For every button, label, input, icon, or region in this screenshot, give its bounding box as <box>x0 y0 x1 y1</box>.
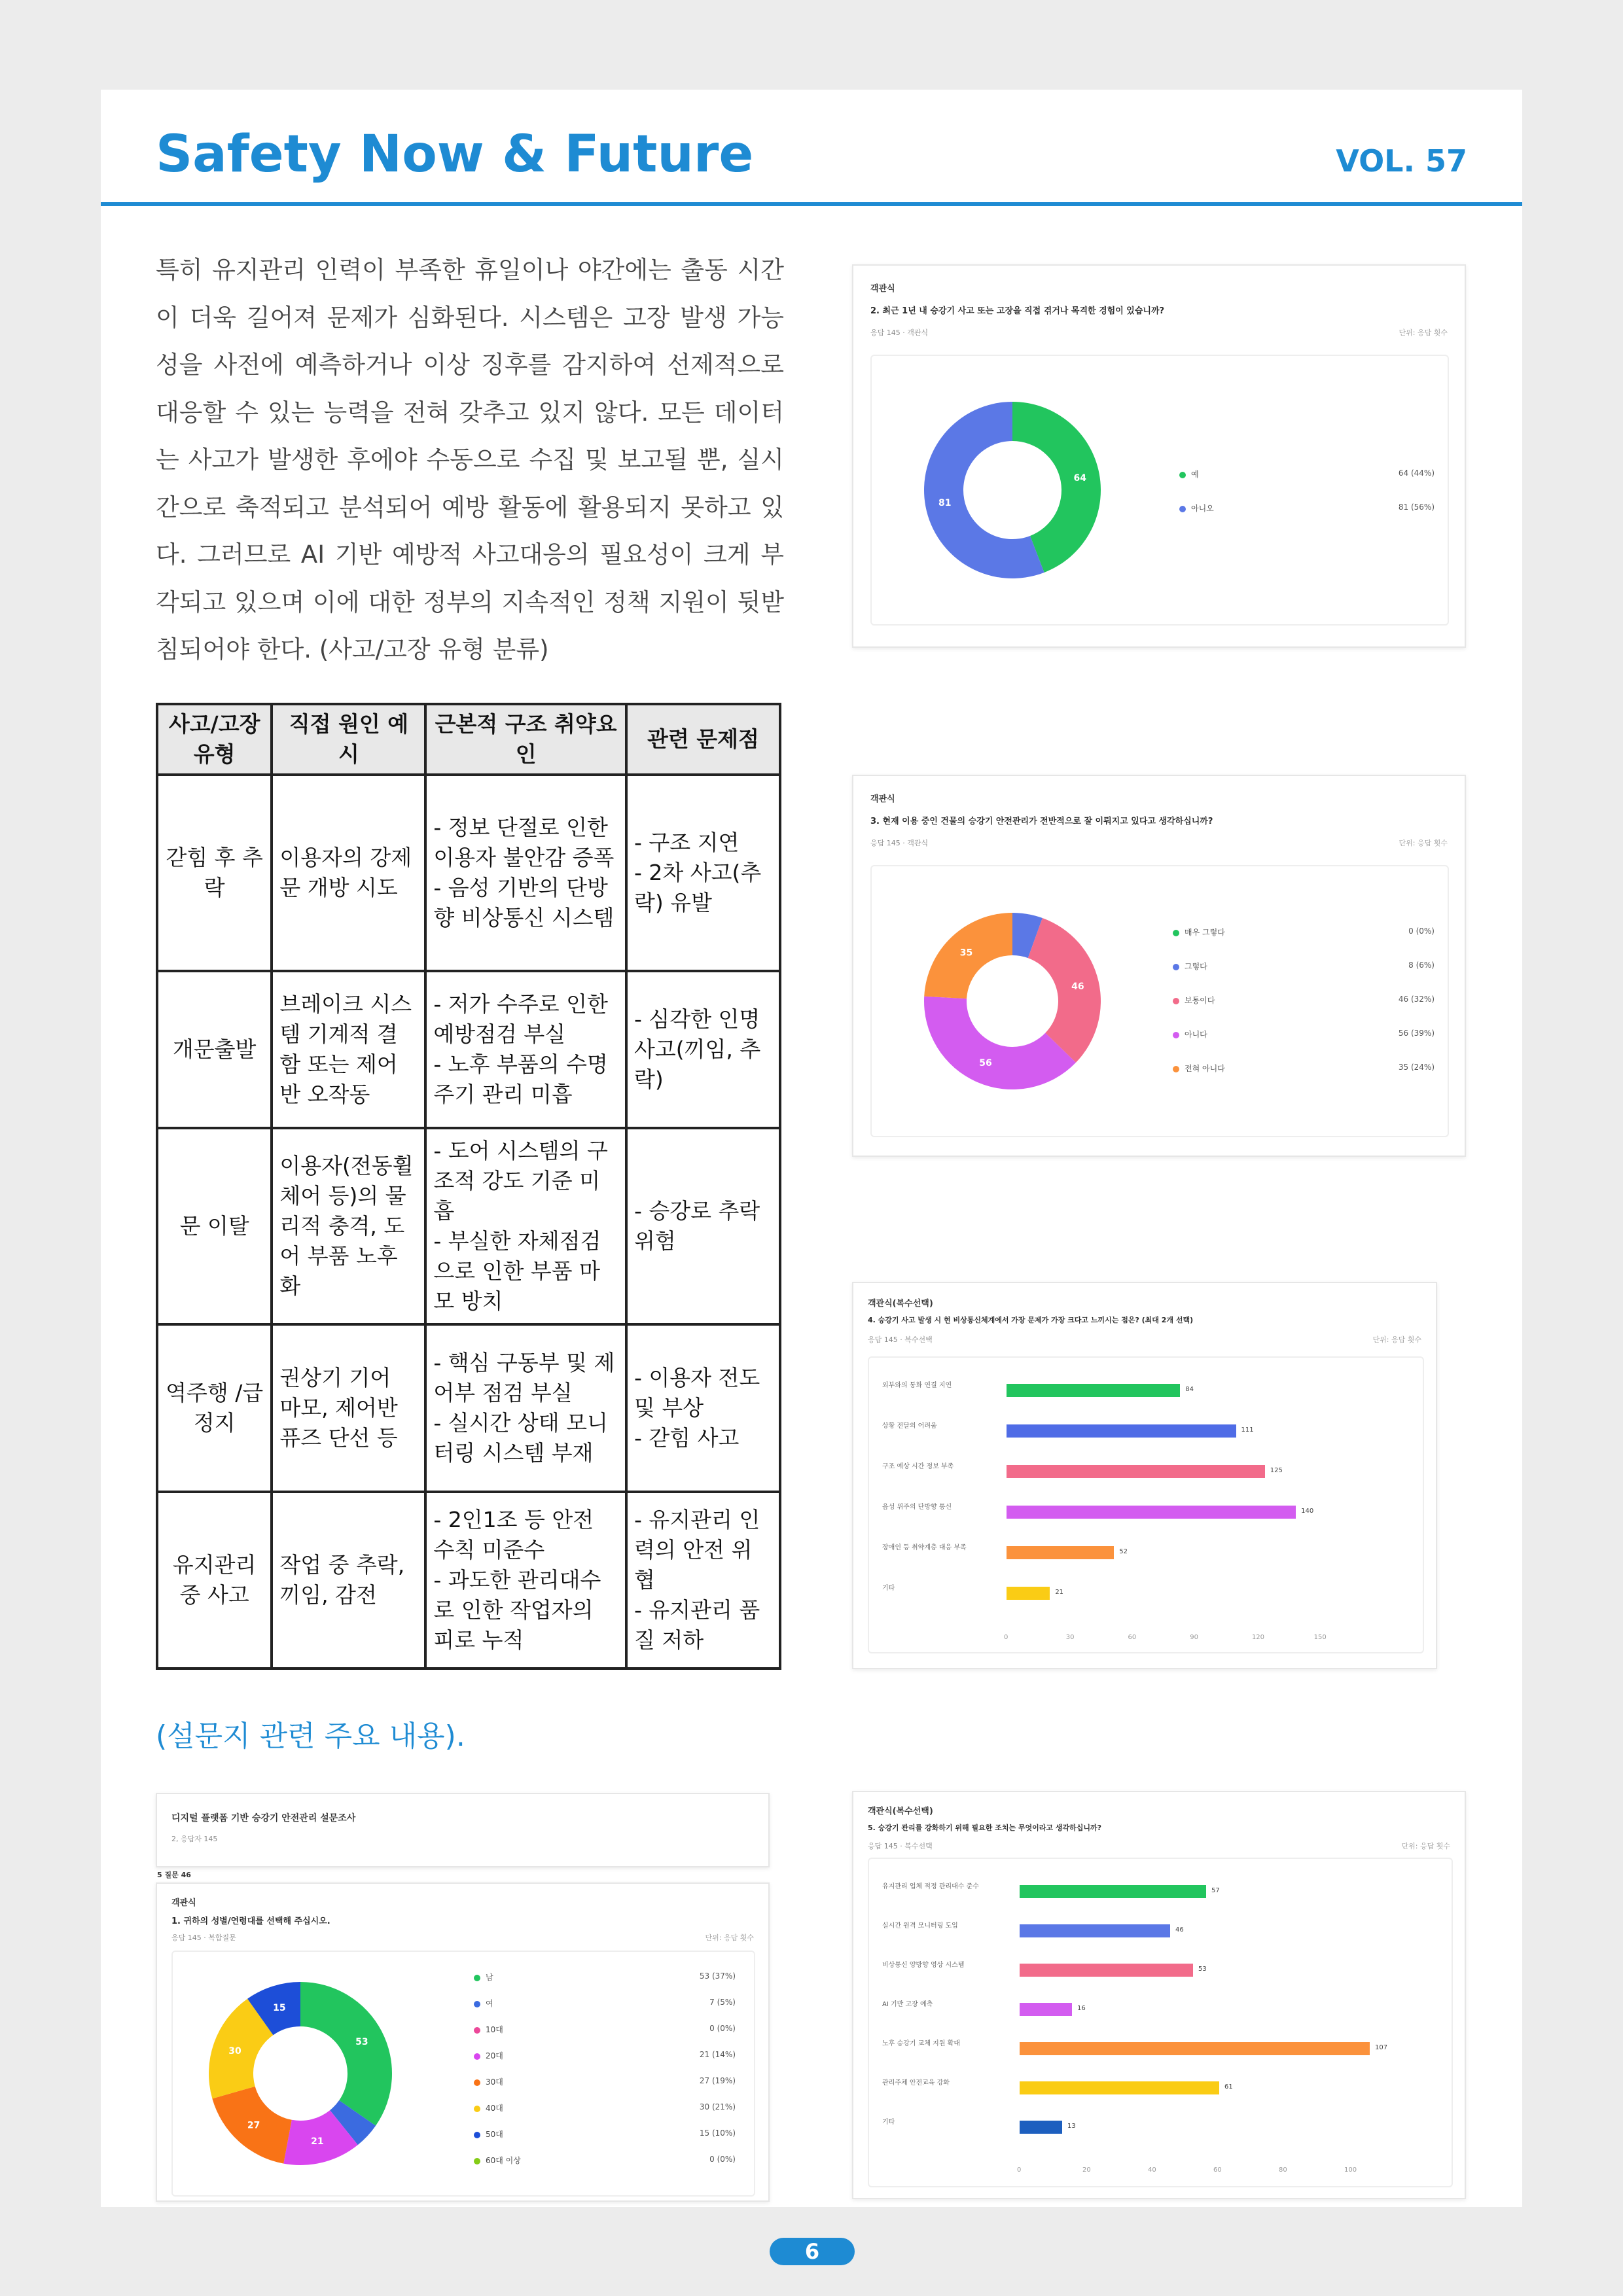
table-cell-type: 역주행 /급정지 <box>157 1324 272 1492</box>
bar-category-label: 실시간 원격 모니터링 도입 <box>882 1922 958 1930</box>
issue-item: - 갇힘 사고 <box>633 1425 740 1451</box>
slice-value-label: 15 <box>273 2002 286 2013</box>
legend-label: 40대 <box>486 2104 503 2113</box>
root-item: - 노후 부품의 수명주기 관리 미흡 <box>433 1051 608 1107</box>
table-cell-cause: 이용자의 강제 문 개방 시도 <box>272 775 425 971</box>
bar-value-label: 16 <box>1077 2005 1086 2012</box>
legend-swatch <box>474 2027 480 2034</box>
bar-chart <box>868 1858 1453 2187</box>
legend-swatch <box>1179 472 1186 478</box>
legend-value: 0 (0%) <box>709 2155 736 2164</box>
legend-label: 그렇다 <box>1185 962 1207 971</box>
bar-category-label: 상황 전달의 어려움 <box>882 1422 937 1430</box>
legend-item <box>1179 468 1199 480</box>
root-item: - 2인1조 등 안전 수칙 미준수 <box>433 1507 594 1563</box>
bar-category-label: 기타 <box>882 2119 895 2126</box>
legend-item <box>1179 503 1214 514</box>
slice-value-label: 30 <box>228 2045 241 2057</box>
legend-item <box>474 2076 503 2087</box>
survey-count-label: 5 질문 46 <box>157 1871 191 1879</box>
issue-item: - 심각한 인명 사고(끼임, 추락) <box>633 1006 761 1092</box>
survey-card-q4 <box>852 1282 1437 1669</box>
legend-value: 81 (56%) <box>1398 503 1435 512</box>
bar-category-label: 관리주체 안전교육 강화 <box>882 2079 950 2087</box>
legend-label: 아니오 <box>1191 504 1214 513</box>
chart-panel <box>870 355 1449 626</box>
question-type-label: 객관식 <box>870 794 895 804</box>
survey-card-q2 <box>852 264 1466 648</box>
root-item: - 과도한 관리대수로 인한 작업자의 피로 누적 <box>433 1567 601 1653</box>
donut-chart <box>872 356 1448 624</box>
donut-slice-아니다 <box>924 997 1076 1089</box>
bar <box>1020 1964 1193 1977</box>
magazine-title: Safety Now & Future <box>156 125 754 184</box>
unit-label: 단위: 응답 횟수 <box>1399 328 1448 337</box>
question-text: 1. 귀하의 성별/연령대를 선택해 주십시오. <box>171 1916 330 1926</box>
legend-value: 53 (37%) <box>699 1971 736 1981</box>
slice-value-label: 27 <box>247 2120 260 2131</box>
legend-swatch <box>1173 998 1179 1004</box>
legend-label: 10대 <box>486 2025 503 2034</box>
legend-value: 35 (24%) <box>1398 1063 1435 1072</box>
unit-label: 단위: 응답 횟수 <box>705 1934 754 1942</box>
bar-value-label: 61 <box>1224 2083 1233 2091</box>
axis-tick-label: 0 <box>1017 2166 1022 2174</box>
legend-label: 30대 <box>486 2077 503 2087</box>
bar <box>1020 1885 1206 1898</box>
survey-summary-card <box>156 1793 770 1867</box>
unit-label: 단위: 응답 횟수 <box>1399 839 1448 847</box>
table-cell-root <box>425 775 626 971</box>
legend-item <box>1173 1063 1225 1074</box>
accident-type-table <box>156 703 781 1670</box>
table-cell-cause: 권상기 기어 마모, 제어반 퓨즈 단선 등 <box>272 1324 425 1492</box>
table-cell-issues <box>626 1324 780 1492</box>
legend-label: 매우 그렇다 <box>1185 928 1225 937</box>
legend-value: 27 (19%) <box>699 2076 736 2085</box>
bar-chart <box>868 1356 1424 1653</box>
question-meta: 응답 145 · 복수선택 <box>868 1842 933 1850</box>
legend-swatch <box>1173 1032 1179 1038</box>
survey-card-q1 <box>156 1882 770 2202</box>
table-row <box>157 1324 780 1492</box>
legend-swatch <box>1173 1066 1179 1072</box>
legend-label: 남 <box>486 1973 493 1982</box>
question-type-label: 객관식 <box>870 284 895 294</box>
bar-category-label: 외부와의 통화 연결 지연 <box>882 1382 952 1389</box>
table-cell-cause: 작업 중 추락, 끼임, 감전 <box>272 1492 425 1669</box>
bar <box>1020 2003 1072 2016</box>
table-cell-root <box>425 1492 626 1669</box>
chart-panel <box>171 1951 755 2197</box>
legend-item <box>1173 1029 1207 1040</box>
bar <box>1007 1546 1114 1559</box>
legend-swatch <box>474 2001 480 2007</box>
table-cell-cause: 브레이크 시스템 기계적 결함 또는 제어반 오작동 <box>272 971 425 1128</box>
legend-item <box>1173 995 1215 1006</box>
table-header-row <box>157 704 780 775</box>
legend-swatch <box>474 2106 480 2112</box>
axis-tick-label: 60 <box>1128 1634 1137 1641</box>
slice-value-label: 56 <box>979 1057 992 1069</box>
table-row <box>157 775 780 971</box>
bar-value-label: 21 <box>1055 1589 1064 1596</box>
bar-category-label: 음성 위주의 단방향 통신 <box>882 1504 952 1511</box>
legend-item <box>474 2102 503 2113</box>
table-header: 직접 원인 예시 <box>272 704 425 775</box>
legend-item <box>474 2155 521 2166</box>
legend-value: 64 (44%) <box>1398 468 1435 478</box>
bar <box>1020 1924 1170 1937</box>
axis-tick-label: 40 <box>1148 2166 1156 2174</box>
issue-item: - 2차 사고(추락) 유발 <box>633 860 762 915</box>
bar-value-label: 52 <box>1119 1548 1128 1555</box>
legend-swatch <box>1173 964 1179 970</box>
bar <box>1007 1506 1296 1519</box>
issue-item: - 유지관리 품질 저하 <box>633 1597 760 1653</box>
root-item: - 도어 시스템의 구조적 강도 기준 미흡 <box>433 1138 608 1224</box>
table-cell-type: 갇힘 후 추락 <box>157 775 272 971</box>
question-meta: 응답 145 · 객관식 <box>870 328 929 337</box>
legend-value: 0 (0%) <box>709 2024 736 2033</box>
bar-value-label: 125 <box>1270 1467 1283 1474</box>
root-item: - 핵심 구동부 및 제어부 점검 부실 <box>433 1350 615 1405</box>
table-row <box>157 1492 780 1669</box>
bar <box>1020 2042 1370 2055</box>
legend-value: 56 (39%) <box>1398 1029 1435 1038</box>
bar-value-label: 107 <box>1375 2044 1388 2051</box>
table-cell-issues <box>626 1128 780 1324</box>
table-cell-issues <box>626 775 780 971</box>
bar-category-label: 구조 예상 시간 정보 부족 <box>882 1463 954 1470</box>
axis-tick-label: 120 <box>1251 1634 1265 1641</box>
bar-value-label: 13 <box>1067 2123 1076 2130</box>
axis-tick-label: 30 <box>1065 1634 1075 1641</box>
table-cell-root <box>425 971 626 1128</box>
issue-item: - 이용자 전도 및 부상 <box>633 1365 760 1421</box>
table-cell-type: 유지관리 중 사고 <box>157 1492 272 1669</box>
legend-value: 15 (10%) <box>699 2128 736 2138</box>
legend-label: 아니다 <box>1185 1030 1207 1039</box>
legend-value: 46 (32%) <box>1398 995 1435 1004</box>
question-text: 4. 승강기 사고 발생 시 현 비상통신체계에서 가장 문제가 가장 크다고 느끼시는 점은? (최대 2개 선택) <box>868 1316 1194 1324</box>
legend-swatch <box>474 2132 480 2138</box>
root-item: - 음성 기반의 단방향 비상통신 시스템 <box>433 875 615 930</box>
legend-value: 30 (21%) <box>699 2102 736 2111</box>
slice-value-label: 35 <box>959 947 973 959</box>
question-type-label: 객관식(복수선택) <box>868 1299 933 1309</box>
axis-tick-label: 150 <box>1313 1634 1327 1641</box>
legend-item <box>474 2128 503 2140</box>
legend-value: 21 (14%) <box>699 2050 736 2059</box>
donut-slice-남 <box>300 1982 392 2126</box>
question-text: 3. 현재 이용 중인 건물의 승강기 안전관리가 전반적으로 잘 이뤄지고 있다고 생각하십니까? <box>870 817 1213 826</box>
legend-item <box>1173 961 1207 972</box>
table-row <box>157 1128 780 1324</box>
axis-tick-label: 90 <box>1190 1634 1198 1641</box>
table-cell-issues <box>626 971 780 1128</box>
legend-swatch <box>474 1975 480 1981</box>
bar <box>1020 2121 1062 2134</box>
question-text: 2. 최근 1년 내 승강기 사고 또는 고장을 직접 겪거나 목격한 경험이 있습니까? <box>870 306 1165 316</box>
root-item: - 저가 수주로 인한 예방점검 부실 <box>433 991 608 1047</box>
root-item: - 부실한 자체점검으로 인한 부품 마모 방치 <box>433 1228 601 1314</box>
page <box>101 90 1522 2207</box>
question-meta: 응답 145 · 복합질문 <box>171 1934 236 1942</box>
axis-tick-label: 20 <box>1082 2166 1091 2174</box>
bar-category-label: AI 기반 고장 예측 <box>882 2001 933 2008</box>
legend-value: 7 (5%) <box>709 1998 736 2007</box>
bar-value-label: 46 <box>1175 1926 1184 1934</box>
table-cell-cause: 이용자(전동휠체어 등)의 물리적 충격, 도어 부품 노후화 <box>272 1128 425 1324</box>
axis-tick-label: 60 <box>1213 2166 1222 2174</box>
volume-number: VOL. 57 <box>1336 143 1467 179</box>
bar <box>1007 1465 1265 1478</box>
legend-item <box>474 2050 503 2061</box>
legend-label: 전혀 아니다 <box>1185 1064 1225 1073</box>
bar <box>1007 1384 1180 1397</box>
bar-category-label: 기타 <box>882 1585 895 1592</box>
legend-label: 60대 이상 <box>486 2156 521 2165</box>
bar <box>1020 2081 1219 2094</box>
legend-item <box>474 1998 493 2009</box>
bar-value-label: 57 <box>1211 1887 1220 1894</box>
legend-label: 20대 <box>486 2051 503 2060</box>
legend-swatch <box>474 2158 480 2164</box>
table-cell-issues <box>626 1492 780 1669</box>
slice-value-label: 53 <box>355 2036 368 2047</box>
bar-category-label: 장애인 등 취약계층 대응 부족 <box>882 1544 967 1551</box>
slice-value-label: 64 <box>1073 472 1086 484</box>
slice-value-label: 46 <box>1071 981 1084 992</box>
legend-swatch <box>474 2079 480 2086</box>
question-type-label: 객관식 <box>171 1898 196 1908</box>
table-header: 근본적 구조 취약요인 <box>425 704 626 775</box>
legend-value: 0 (0%) <box>1408 927 1435 936</box>
table-cell-root <box>425 1128 626 1324</box>
question-meta: 응답 145 · 복수선택 <box>868 1335 933 1344</box>
unit-label: 단위: 응답 횟수 <box>1372 1335 1421 1344</box>
page-number: 6 <box>770 2238 855 2265</box>
legend-label: 여 <box>486 1999 493 2008</box>
legend-swatch <box>474 2053 480 2060</box>
bar-value-label: 140 <box>1301 1508 1314 1515</box>
issue-item: - 승강로 추락 위험 <box>633 1198 760 1254</box>
bar-category-label: 유지관리 업체 적정 관리대수 준수 <box>882 1883 979 1890</box>
bar-value-label: 84 <box>1185 1386 1194 1393</box>
slice-value-label: 81 <box>938 498 952 509</box>
question-type-label: 객관식(복수선택) <box>868 1807 933 1816</box>
legend-label: 보통이다 <box>1185 996 1215 1005</box>
question-meta: 응답 145 · 객관식 <box>870 839 929 847</box>
legend-item <box>1173 927 1225 938</box>
bar-category-label: 노후 승강기 교체 지원 확대 <box>882 2040 960 2047</box>
root-item: - 실시간 상태 모니터링 시스템 부재 <box>433 1410 608 1466</box>
legend-item <box>474 2024 503 2035</box>
table-cell-type: 개문출발 <box>157 971 272 1128</box>
bar <box>1007 1587 1050 1600</box>
intro-paragraph: 특히 유지관리 인력이 부족한 휴일이나 야간에는 출동 시간이 더욱 길어져 문제가 심화된다. 시스템은 고장 발생 가능성을 사전에 예측하거나 이상 징후를 감지하여 선제적으로 대응할 수 있는 능력을 전혀 갖추고 있지 않다. 모든 데이터는 사고가 발생한 후에야 수동으로 수집 및 보고될 뿐, 실시간으로 축적되고 분석되어 예방 활동에 활용되지 못하고 있다. 그러므로 AI 기반 예방적 사고대응의 필요성이 크게 부각되고 있으며 이에 대한 정부의 지속적인 정책 지원이 뒷받침되어야 한다. (사고/고장 유형 분류) <box>156 256 784 663</box>
legend-label: 50대 <box>486 2130 503 2139</box>
survey-card-q5 <box>852 1791 1466 2199</box>
issue-item: - 유지관리 인력의 안전 위협 <box>633 1507 760 1593</box>
survey-card-q3 <box>852 775 1466 1157</box>
slice-value-label: 21 <box>311 2136 324 2147</box>
table-cell-type: 문 이탈 <box>157 1128 272 1324</box>
bar-value-label: 53 <box>1198 1966 1207 1973</box>
unit-label: 단위: 응답 횟수 <box>1401 1842 1450 1850</box>
axis-tick-label: 100 <box>1344 2166 1357 2174</box>
issue-item: - 구조 지연 <box>633 830 740 855</box>
legend-swatch <box>1179 506 1186 512</box>
legend-item <box>474 1971 493 1983</box>
question-text: 5. 승강기 관리를 강화하기 위해 필요한 조치는 무엇이라고 생각하십니까? <box>868 1824 1102 1832</box>
bar <box>1007 1424 1236 1438</box>
bar-category-label: 비상통신 양방향 영상 시스템 <box>882 1962 965 1969</box>
header-divider <box>101 202 1522 206</box>
survey-section-heading: (설문지 관련 주요 내용). <box>156 1720 465 1753</box>
survey-title: 디지털 플랫폼 기반 승강기 안전관리 설문조사 <box>171 1813 356 1824</box>
axis-tick-label: 80 <box>1279 2166 1287 2174</box>
legend-value: 8 (6%) <box>1408 961 1435 970</box>
table-header: 관련 문제점 <box>626 704 780 775</box>
bar-value-label: 111 <box>1241 1426 1254 1434</box>
legend-label: 예 <box>1191 470 1199 479</box>
chart-panel <box>870 865 1449 1137</box>
root-item: - 정보 단절로 인한 이용자 불안감 증폭 <box>433 815 615 870</box>
survey-subtitle: 2, 응답자 145 <box>171 1835 218 1843</box>
axis-tick-label: 0 <box>1004 1634 1008 1641</box>
table-header: 사고/고장 유형 <box>157 704 272 775</box>
legend-swatch <box>1173 930 1179 936</box>
table-row <box>157 971 780 1128</box>
table-cell-root <box>425 1324 626 1492</box>
